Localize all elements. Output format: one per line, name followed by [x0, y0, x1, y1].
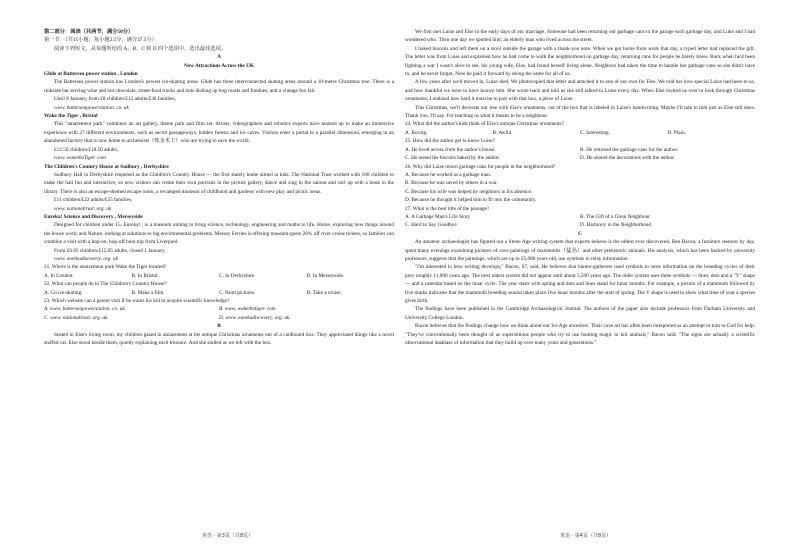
question-27-options-ab — [405, 213, 755, 221]
glide-body: The Battersea power station has London's newest ice-skating areas. Glide has three interconnected skating areas around a 10-metre Christmas tree. There is a rinkside bar serving wine and hot chocolate; street-food trucks and huts dishing up hog roasts and fondues; and a vintage fun fair. — [44, 79, 394, 94]
passage-b-paragraph-2: We first met Luise and Else in the early days of our marriage. Someone had been returning our garbage cans to the garage each garbage day, and Luke and I had wondered who. Then one day we spotted him; an elderly man who lived across the street. — [405, 29, 755, 44]
passage-a-letter: A — [217, 54, 221, 61]
eureka-url: www. eurekadiscovery. org. uk — [54, 255, 118, 262]
option[interactable]: C. Paint pictures. — [219, 289, 256, 296]
question-25-options-cd — [405, 154, 755, 162]
question-27-options-cd — [405, 221, 755, 229]
option[interactable]: B. www. wakethetiger. com. — [219, 306, 277, 313]
option[interactable]: C. Hard to Say Goodbye — [405, 222, 457, 229]
passage-c-letter: C — [578, 230, 582, 237]
option[interactable]: A. Go ice-skating. — [44, 289, 83, 296]
wake-body: This "amazement park" combines an art gallery, theme park and film set. Artists, videographers and robotics experts have teamed up to make an immersive experience with 27 different environments, such as secret passageways, hidden forests and ice caves. Visitors enter a portal to a parallel dimension, emerging in an abandoned factory that is now home to alchemists（炼金术士）who are trying to save the world. — [44, 121, 394, 145]
glide-price: Until 8 January, from £8 children/£12 adults/£36 families, — [54, 96, 176, 103]
option[interactable]: D. Take a cruise. — [306, 289, 342, 296]
page-footer-left: 英语 · 第3页（共8页） — [202, 533, 254, 539]
option[interactable]: A. Because he worked as a garbage man. — [405, 171, 492, 178]
eureka-title: Eureka! Science and Discovery , Merseyside — [44, 213, 143, 220]
option[interactable]: A. A Garbage Man's Life Story — [405, 213, 471, 220]
option[interactable]: C. In Derbyshire. — [219, 272, 256, 279]
option[interactable]: B. Make a film. — [131, 289, 165, 296]
sudbury-price: £11 children/£22 adults/£55 families, — [54, 197, 133, 204]
glide-url: www. batterseapowerstation. co. uk — [54, 104, 129, 111]
option[interactable]: D. Harmony in the Neighborhood — [580, 222, 652, 229]
question-23: 23. Which website can a parent visit if he wants his kid to acquire scientific knowledge? — [44, 298, 230, 304]
passage-c-paragraph-4: Bacon believes that the findings change how we think about our Ice Age ancestors. Their cave art has often been interpreted as an attempt to turn to God for help. "They've conventionally been thought of as superstitious people who try to use hunting magic to kill animals," Bacon said. "The signs are actually a scientific observational database of information that they build up over many years and generations." — [405, 323, 755, 347]
passage-b-paragraph-1: Seated in Else's living room, my children gazed in amazement at the antique Christmas ornaments out of a cardboard box. They appreciated things like a novel stuffed cat. Else stood beside them, quietly explaining each treasure. And she smiled as we left with the box. — [44, 331, 394, 347]
question-26: 26. Why did Luise return garbage cans for people in the neighborhood? — [405, 163, 556, 170]
question-27: 27. What is the best title of the passage? — [405, 205, 490, 212]
option[interactable]: D. In Merseyside. — [306, 272, 345, 279]
passage-b-paragraph-4: A few years after we'd moved in, Luise died. We photocopied that letter and attached it to one of our own for Else. We told her how special Luise had been to us, and how thankful we were to have known him. She wrote back and told us she still talked to Luise every day. When Else invited us over to look through Christmas ornaments, I realized how hard it must be to part with that box, a piece of Luise. — [405, 79, 755, 103]
eureka-price: From £6.95 children/£15.95 adults, closed 1 January, — [54, 247, 166, 254]
question-21-options — [44, 272, 394, 280]
option[interactable]: B. Because he was saved by others in a war. — [405, 180, 498, 187]
sudbury-title: The Children's Country House at Sudbury , Derbyshire — [44, 163, 169, 170]
option[interactable]: A. He lived across from the author's house. — [405, 146, 496, 153]
section-heading: 第一节 （共15小题；每小题2.5分，满分37.5分） — [44, 37, 157, 44]
question-23-options-ab — [44, 305, 394, 313]
option[interactable]: A. www. batterseapowerstation. co. uk. — [44, 306, 127, 313]
question-23-options-cd — [44, 314, 394, 322]
passage-c-paragraph-1: An amateur archaeologist has figured out a Stone Age writing system that experts believe is the oldest ever discovered. Ben Bacon, a furniture restorer by day, spent many evenings examining pictures of cave paintings of mammoths（猛犸）and other prehistoric animals. His analysis, which has been backed by university professors, suggests that the paintings, which are up to 25,000 years old, use symbols to relay information. — [405, 239, 755, 262]
option[interactable]: C. Because his wife was helped by neighbors in his absence. — [405, 188, 533, 195]
option[interactable]: A. In London. — [44, 272, 74, 279]
option[interactable]: D. www. eurekadiscovery. org. uk. — [219, 314, 291, 321]
part-heading: 第二部分 阅读（共两节，满分50分） — [44, 29, 134, 35]
option[interactable]: D. Plain. — [667, 129, 687, 136]
option[interactable]: A. Boring. — [405, 129, 428, 136]
passage-b-paragraph-5: This Christmas, we'll decorate our tree with Else's ornaments, out of the box that is labeled in Luise's handwriting. Maybe I'll talk to him just as Else still does. Thank you, I'll say. For teaching us what it means to be a neighbour. — [405, 104, 755, 120]
wake-url: www. waketheTiger. com — [54, 155, 106, 162]
passage-a-title: New Attractions Across the UK — [184, 62, 254, 69]
option[interactable]: B. Awful. — [492, 129, 513, 136]
wake-price: £12.50 children/£18.50 adults, — [54, 146, 119, 153]
question-24: 24. What did the author's kids think of Else's antique Christmas ornaments? — [405, 121, 564, 128]
wake-title: Wake the Tiger , Bristol — [44, 113, 98, 120]
option[interactable]: C. Interesting. — [580, 129, 610, 136]
question-25-options-ab — [405, 146, 755, 154]
option[interactable]: C. www. nationaltrust. org. uk. — [44, 314, 109, 321]
right-column — [405, 28, 755, 347]
option[interactable]: D. He shared the decorations with the author. — [580, 155, 675, 162]
option[interactable]: B. The Gift of a Great Neighbour — [580, 213, 651, 220]
question-22: 22. What can people do in The Children's Country House? — [44, 281, 167, 288]
page-footer-right: 英语 · 第4页（共8页） — [560, 533, 612, 539]
option[interactable]: B. In Bristol. — [131, 272, 159, 279]
question-21: 21. Where is the amazement park Wake the Tiger located? — [44, 264, 167, 271]
option[interactable]: C. He tasted the biscuits baked by the author. — [405, 155, 500, 162]
option[interactable]: D. Because he thought it helped him to fit into the community. — [405, 197, 537, 204]
question-22-options — [44, 289, 394, 297]
sudbury-url: www. nationaltrust. org. uk — [54, 205, 112, 212]
left-column — [44, 28, 394, 347]
passage-c-paragraph-3: The findings have been published in the Cambridge Archaeological Journal. The authors of the paper also include professors from Durham University and University College London. — [405, 306, 755, 321]
sudbury-body: Sudbury Hall in Derbyshire reopened as the Children's Country House — the first stately home aimed at kids. The National Trust worked with 100 children to make the hall fun and interactive, so now visitors can create their own portraits in the picture gallery, dance and sing in the saloon and curl up with a book in the library. There is also an escape-themed escape room, a revamped museum of childhood and gardens with new play and picnic areas. — [44, 171, 394, 195]
passage-c-paragraph-2: "I'm interested in how writing develops," Bacon, 67, said. He believes that hunter-gatherers used symbols to store information on the breeding cycles of their prey roughly 11,000 years ago. The next oldest system did not appear until about 5,500 years ago. The older system uses three symbols — lines, dots and a "Y" shape — and a calendar based on the lunar cycle. The year starts with spring and dots and lines stand for lunar months. For example, a picture of a mammoth followed by five marks indicates that the mammoth breeding season takes place five lunar months after the start of spring. The Y shape is used to show what time of year a species gives birth. — [405, 264, 755, 304]
glide-title: Glide at Battersea power station , London — [44, 71, 138, 78]
question-24-options — [405, 129, 755, 137]
eureka-body: Designed for children under 15, Eureka! , is a museum aiming to bring science, technology, engineering and maths to life. Home, exploring how things around the house work; and Nature, looking at solutions to big environmental problems. Mersey Ferries is offering museum-goers 20% off river cruise tickets, so families can combine a visit with a hop-on, hop-off boat trip from Liverpool. — [44, 222, 394, 246]
question-25: 25. How did the author get to know Luise? — [405, 138, 495, 145]
passage-b-paragraph-3: I baked biscuits and left them on a stool outside the garage with a thank-you note. When we got home from work that day, a typed letter had replaced the gift. The letter was from Luise and explained how he had come to walk the neighborhood on garbage day, returning cans for people he barely knew. Back when he'd been fighting a war I wasn't alive to see, his young wife, Else, had found herself living alone. Neighbors had taken the time to handle her garbage cans so she didn't have to, and he never forgot. Now he paid it forward by doing the same for all of us. — [405, 45, 755, 78]
passage-b-letter: B — [217, 323, 221, 330]
option[interactable]: B. He returned the garbage cans for the author. — [580, 146, 679, 153]
instruction: 阅读下列短文，从每题所给的 A、B、C 和 D 四个选项中，选出最佳选项。 — [54, 45, 227, 52]
